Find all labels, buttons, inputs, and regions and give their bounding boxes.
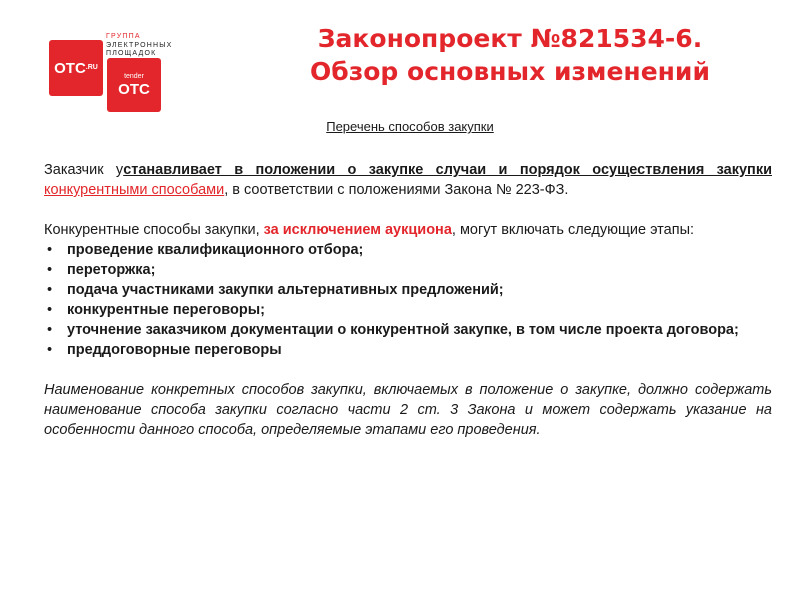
para2-red-highlight: за исключением аукциона: [263, 222, 452, 238]
otc-logo-text: ОТС: [54, 59, 86, 77]
list-item: • проведение квалификационного отбора;: [44, 240, 772, 260]
para2-text-2: , могут включать следующие этапы:: [451, 222, 695, 238]
para1-text-1: Заказчик у: [44, 162, 124, 178]
list-item: • уточнение заказчиком документации о конкурентной закупке, в том числе проекта договора;: [44, 320, 772, 340]
section-subtitle: Перечень способов закупки: [326, 119, 494, 134]
group-line-2: ЭЛЕКТРОННЫХ: [106, 41, 173, 49]
para1-emphasis: станавливает в положении о закупке случаи и порядок осуществления закупки: [123, 162, 772, 178]
slide-content: [44, 160, 772, 440]
para2-text-1: Конкурентные способы закупки,: [44, 222, 264, 238]
otc-logo[interactable]: [49, 40, 103, 96]
page-title: [250, 22, 770, 88]
list-item: • преддоговорные переговоры: [44, 340, 772, 360]
group-line-1: ГРУППА: [106, 33, 141, 40]
otc-logo-suffix: .RU: [85, 63, 98, 71]
para1-red-highlight: конкурентными способами: [44, 182, 225, 198]
tender-otc-logo[interactable]: [107, 58, 161, 112]
naming-note: Наименование конкретных способов закупки, включаемых в положение о закупке, должно содержать наименование способа закупки согласно части 2 ст. 3 Закона и может содержать указание на особенности данного способа, определяемые этапами его проведения.: [44, 382, 772, 438]
group-line-3: ПЛОЩАДОК: [106, 50, 157, 57]
title-line-1: Законопроект №821534-6.: [317, 24, 703, 53]
spacer: [44, 200, 772, 220]
para1-text-2: , в соответствии с положениями Закона № 223-ФЗ.: [224, 182, 569, 198]
group-brand-text: [106, 33, 186, 59]
list-item: • конкурентные переговоры;: [44, 300, 772, 320]
paragraph-customer-rules: [44, 160, 772, 200]
list-item: • подача участниками закупки альтернативных предложений;: [44, 280, 772, 300]
tender-otc-text: ОТС: [118, 80, 150, 98]
stages-list: [44, 240, 772, 360]
list-item: • переторжка;: [44, 260, 772, 280]
paragraph-competitive-methods: [44, 220, 772, 240]
title-line-2: Обзор основных изменений: [310, 57, 710, 86]
tender-label: tender: [124, 72, 144, 80]
spacer: [44, 360, 772, 380]
